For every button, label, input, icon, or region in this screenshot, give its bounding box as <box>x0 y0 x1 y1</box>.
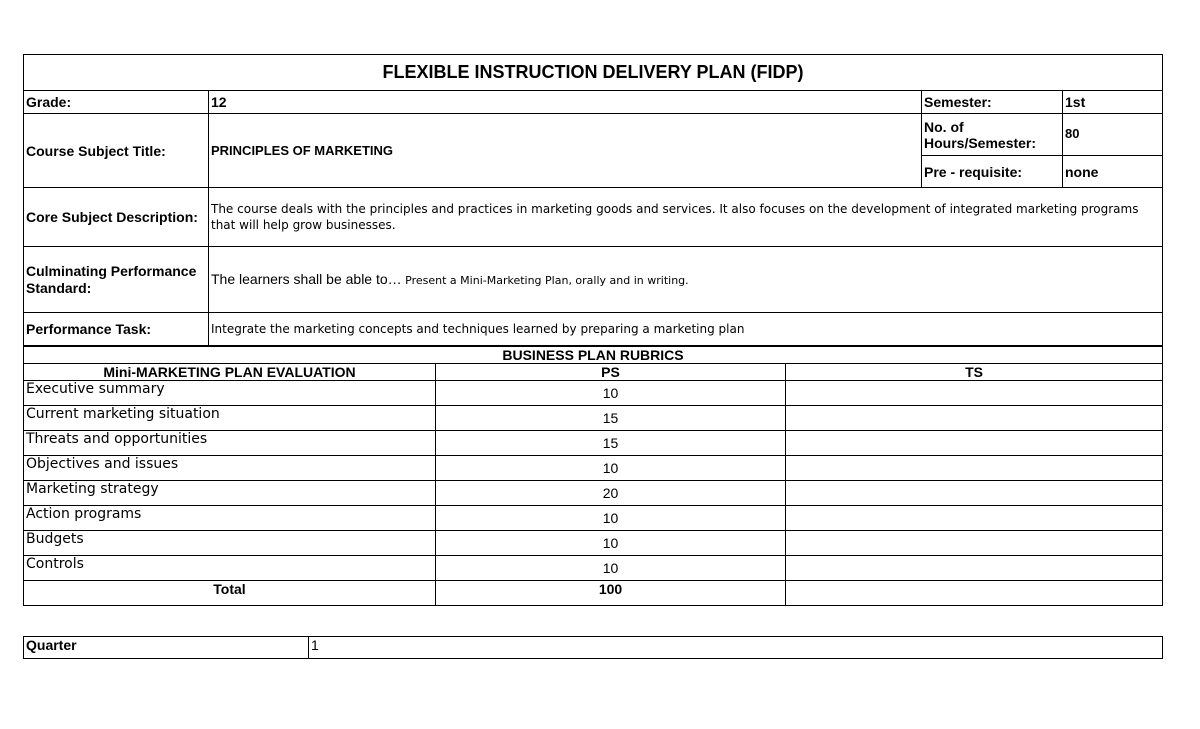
rubric-ts <box>786 456 1163 481</box>
rubric-item: Threats and opportunities <box>24 431 436 456</box>
rubrics-table <box>23 346 1163 606</box>
rubric-ts <box>786 381 1163 406</box>
hours-value: 80 <box>1063 114 1163 156</box>
total-ts <box>786 581 1163 606</box>
description-label: Core Subject Description: <box>24 188 209 247</box>
quarter-value: 1 <box>309 637 1163 659</box>
quarter-label: Quarter <box>24 637 309 659</box>
grade-label: Grade: <box>24 91 209 114</box>
rubric-item: Budgets <box>24 531 436 556</box>
fidp-header-table <box>23 54 1163 346</box>
standard-value: Present a Mini-Marketing Plan, orally and in writing. <box>401 273 689 287</box>
table-row <box>24 481 1163 506</box>
standard-cell <box>209 247 1163 313</box>
table-row <box>24 531 1163 556</box>
table-row <box>24 506 1163 531</box>
rubrics-col-ps: PS <box>436 364 786 381</box>
rubric-ps: 10 <box>436 381 786 406</box>
rubric-ps: 10 <box>436 531 786 556</box>
rubric-ps: 10 <box>436 456 786 481</box>
page-title: FLEXIBLE INSTRUCTION DELIVERY PLAN (FIDP) <box>24 55 1163 91</box>
rubric-ps: 10 <box>436 506 786 531</box>
rubric-ts <box>786 406 1163 431</box>
standard-prefix: The learners shall be able to… <box>211 270 402 287</box>
rubric-ts <box>786 506 1163 531</box>
task-label: Performance Task: <box>24 313 209 346</box>
rubric-ts <box>786 531 1163 556</box>
rubric-item: Executive summary <box>24 381 436 406</box>
prereq-value: none <box>1063 156 1163 188</box>
rubric-item: Action programs <box>24 506 436 531</box>
table-row <box>24 456 1163 481</box>
rubric-item: Controls <box>24 556 436 581</box>
grade-value: 12 <box>209 91 922 114</box>
table-row <box>24 381 1163 406</box>
rubrics-col-item: Mini-MARKETING PLAN EVALUATION <box>24 364 436 381</box>
total-label: Total <box>24 581 436 606</box>
standard-label: Culminating Performance Standard: <box>24 247 209 313</box>
task-value: Integrate the marketing concepts and techniques learned by preparing a marketing plan <box>209 313 1163 346</box>
course-label: Course Subject Title: <box>24 114 209 188</box>
hours-label: No. of Hours/Semester: <box>922 114 1063 156</box>
semester-label: Semester: <box>922 91 1063 114</box>
rubric-item: Objectives and issues <box>24 456 436 481</box>
rubric-ts <box>786 481 1163 506</box>
rubric-ps: 20 <box>436 481 786 506</box>
rubric-ps: 15 <box>436 431 786 456</box>
total-row <box>24 581 1163 606</box>
table-row <box>24 556 1163 581</box>
rubrics-title: BUSINESS PLAN RUBRICS <box>24 347 1163 364</box>
prereq-label: Pre - requisite: <box>922 156 1063 188</box>
semester-value: 1st <box>1063 91 1163 114</box>
rubric-item: Marketing strategy <box>24 481 436 506</box>
rubric-ts <box>786 556 1163 581</box>
description-value: The course deals with the principles and practices in marketing goods and services. It also focuses on the development of integrated marketing programs that will help grow businesses. <box>209 188 1163 247</box>
course-value: PRINCIPLES OF MARKETING <box>209 114 922 188</box>
table-row <box>24 431 1163 456</box>
total-value: 100 <box>436 581 786 606</box>
table-row <box>24 406 1163 431</box>
quarter-table <box>23 636 1163 659</box>
rubric-ts <box>786 431 1163 456</box>
rubric-ps: 10 <box>436 556 786 581</box>
rubric-item: Current marketing situation <box>24 406 436 431</box>
rubrics-col-ts: TS <box>786 364 1163 381</box>
rubric-ps: 15 <box>436 406 786 431</box>
